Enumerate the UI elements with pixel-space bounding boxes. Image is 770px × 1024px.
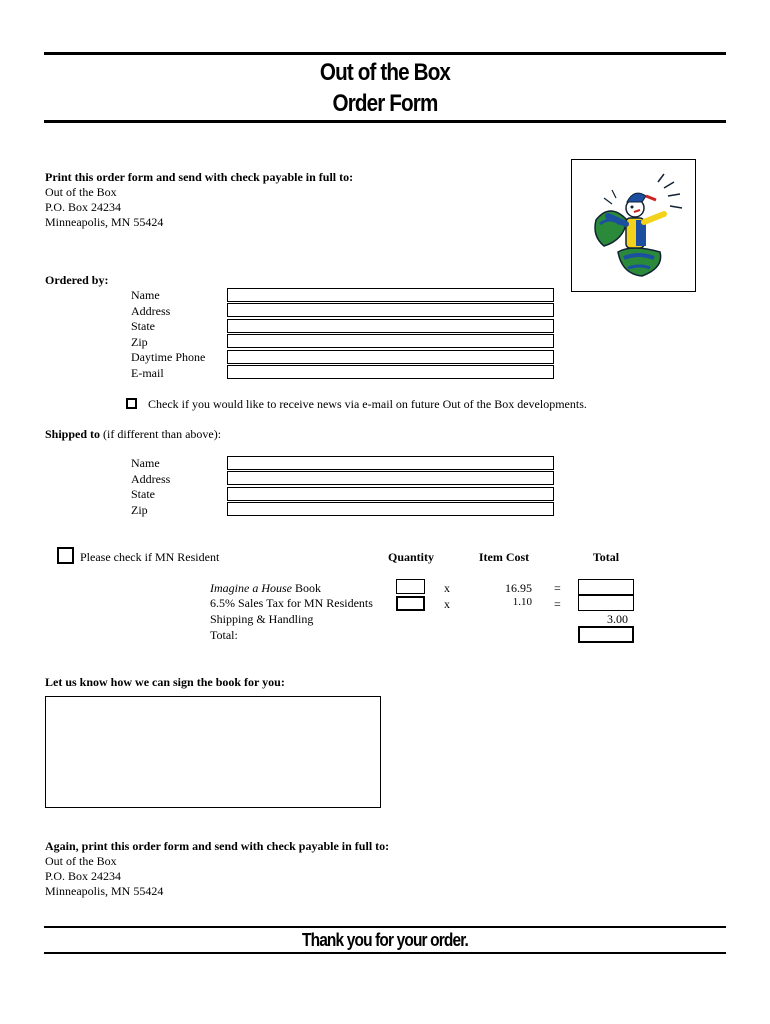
grand-total-input[interactable] [578, 626, 634, 643]
footer-top-rule [44, 926, 726, 928]
field-label: State [131, 487, 155, 501]
book-suffix: Book [291, 581, 321, 595]
shipped-to-labels [131, 456, 170, 518]
footer-address-line: Out of the Box [45, 854, 117, 868]
field-label: E-mail [131, 365, 164, 380]
col-total-header: Total [592, 550, 620, 564]
page-title [92, 57, 679, 119]
times-sign: x [444, 597, 450, 611]
title-line-1: Out of the Box [319, 59, 451, 86]
intro-address-line: Out of the Box [45, 185, 117, 199]
thank-you-message: Thank you for your order. [301, 930, 469, 950]
col-item-cost-header: Item Cost [478, 550, 530, 564]
tax-item-cost: 1.10 [512, 596, 532, 608]
ordered-name-input[interactable] [227, 288, 554, 302]
field-label: State [131, 319, 155, 333]
mn-resident-checkbox[interactable] [57, 547, 74, 564]
field-label: Zip [131, 502, 148, 517]
col-quantity-header: Quantity [387, 550, 434, 564]
jester-on-globe-icon [572, 160, 695, 291]
ordered-phone-input[interactable] [227, 350, 554, 364]
shipped-to-heading-bold: Shipped to [45, 427, 101, 441]
shipped-to-heading-rest: (if different than above): [100, 427, 222, 441]
footer-address-line: Minneapolis, MN 55424 [45, 884, 164, 898]
signing-heading: Let us know how we can sign the book for you: [45, 675, 285, 689]
logo-frame [571, 159, 696, 292]
field-label: Address [131, 303, 171, 318]
row-tax-label: 6.5% Sales Tax for MN Residents [210, 596, 373, 610]
field-label: Daytime Phone [131, 350, 206, 364]
footer-address-line: P.O. Box 24234 [45, 869, 122, 883]
row-total-label: Total: [210, 628, 238, 642]
shipped-address-input[interactable] [227, 471, 554, 485]
row-shipping-label: Shipping & Handling [210, 612, 314, 626]
field-label: Address [131, 471, 171, 486]
tax-total-input[interactable] [578, 595, 634, 611]
ordered-by-heading: Ordered by: [45, 273, 109, 287]
ordered-address-input[interactable] [227, 303, 554, 317]
signing-textarea[interactable] [45, 696, 381, 808]
intro-instruction: Print this order form and send with check payable in full to: [45, 170, 354, 184]
footer-instruction: Again, print this order form and send with check payable in full to: [45, 839, 390, 853]
intro-block [45, 170, 353, 230]
footer-bottom-rule [44, 952, 726, 954]
shipped-to-heading [45, 427, 221, 442]
book-item-cost: 16.95 [505, 581, 532, 595]
newsletter-checkbox[interactable] [126, 398, 137, 409]
newsletter-label: Check if you would like to receive news via e-mail on future Out of the Box developments. [148, 397, 587, 411]
equals-sign: = [554, 581, 561, 595]
shipped-state-input[interactable] [227, 487, 554, 501]
title-line-2: Order Form [332, 90, 438, 117]
equals-sign: = [554, 597, 561, 611]
intro-address-line: P.O. Box 24234 [45, 200, 122, 214]
ordered-email-input[interactable] [227, 365, 554, 379]
book-quantity-input[interactable] [396, 579, 425, 594]
mn-resident-label: Please check if MN Resident [80, 550, 220, 564]
shipped-name-input[interactable] [227, 456, 554, 470]
field-label: Zip [131, 334, 148, 349]
top-rule [44, 52, 726, 55]
times-sign: x [444, 581, 450, 595]
ordered-by-labels [131, 288, 205, 381]
shipping-total-value: 3.00 [607, 612, 628, 626]
title-bottom-rule [44, 120, 726, 123]
ordered-zip-input[interactable] [227, 334, 554, 348]
tax-quantity-input[interactable] [396, 596, 425, 611]
field-label: Name [131, 456, 160, 470]
ordered-state-input[interactable] [227, 319, 554, 333]
book-title: Imagine a House [210, 581, 292, 595]
book-total-input[interactable] [578, 579, 634, 595]
shipped-zip-input[interactable] [227, 502, 554, 516]
field-label: Name [131, 288, 160, 302]
row-book-label [210, 581, 321, 596]
intro-address-line: Minneapolis, MN 55424 [45, 215, 164, 229]
footer-block [45, 839, 389, 899]
